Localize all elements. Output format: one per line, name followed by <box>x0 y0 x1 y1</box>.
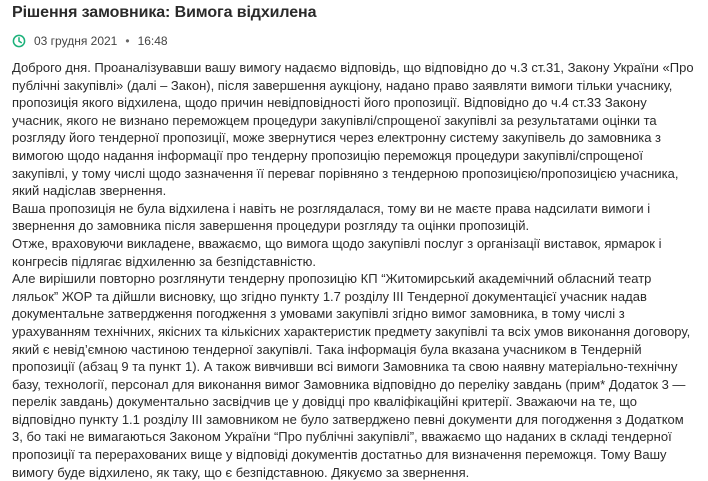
decision-date: 03 грудня 2021 <box>34 34 118 48</box>
meta-separator: • <box>125 34 130 48</box>
decision-paragraph: Отже, враховуючи викладене, вважаємо, що вимога щодо закупівлі послуг з організації виставок, ярмарок і конгресів підлягає відхиленню за безпідставністю. <box>12 235 662 269</box>
decision-meta <box>12 32 696 50</box>
clock-icon <box>12 34 26 48</box>
decision-time: 16:48 <box>137 34 168 48</box>
decision-body <box>12 59 696 481</box>
decision-paragraph: Ваша пропозиція не була відхилена і навіть не розглядалася, тому ви не маєте права надсилати вимоги і звернення до замовника після завершення процедури розгляду та оцінки пропозицій. <box>12 200 651 234</box>
decision-paragraph: Доброго дня. Проаналізувавши вашу вимогу надаємо відповідь, що відповідно до ч.3 ст.31, Закону України «Про публічні закупівлі» (далі – Закон), після завершення аукціону, надано право заявляти вимоги тільки учаснику, пропозиція якого відхилена, щодо причин невідповідності його пропозиції. Відповідно до ч.4 ст.33 Закону учасник, якого не визнано переможцем процедури закупівлі/спрощеної закупівлі за результатами оцінки та розгляду його тендерної пропозиції, може звернутися через електронну систему закупівель до замовника з вимогою щодо надання інформації про тендерну пропозицію переможця процедури закупівлі/спрощеної закупівлі, у тому числі щодо зазначення її переваг порівняно з тендерною пропозицією/пропозицією учасника, який надіслав звернення. <box>12 60 694 199</box>
decision-paragraph: Але вирішили повторно розглянути тендерну пропозицію КП “Житомирський академічний обласний театр ляльок” ЖОР та дійшли висновку, що згідно пункту 1.7 розділу ІІІ Тендерної документацієї учасник надав документальне затвердження погодження з умовами закупівлі згідно вимог замовника, в тому числі з урахуванням технічних, якісних та кількісних характеристик предмету закупівлі та всіх умов виконання договору, який є невід’ємною частиною тендерної закупівлі. Така інформація була вказана учасником в Тендерній пропозиції (абзац 9 та пункт 1). А також вивчивши всі вимоги Замовника та свою наявну матеріально-технічну базу, технології, персонал для виконання вимог Замовника відповідно до переліку завдань (прим* Додаток 3 — перелік завдань) документально засвідчив це у довідці про кваліфікаційні критерії. Зважаючи на те, що відповідно пункту 1.1 розділу ІІІ замовником не було затверджено певні документи для погодження з Додатком 3, бо такі не вимагаються Законом України “Про публічні закупівлі”, вважаємо що наданих в складі тендерної пропозиції та перерахованих вище у відповіді документів достатньо для визначення переможця. Тому Вашу вимогу буде відхилено, як таку, що є безпідставною. Дякуємо за звернення. <box>12 271 691 480</box>
decision-title: Рішення замовника: Вимога відхилена <box>12 4 317 21</box>
